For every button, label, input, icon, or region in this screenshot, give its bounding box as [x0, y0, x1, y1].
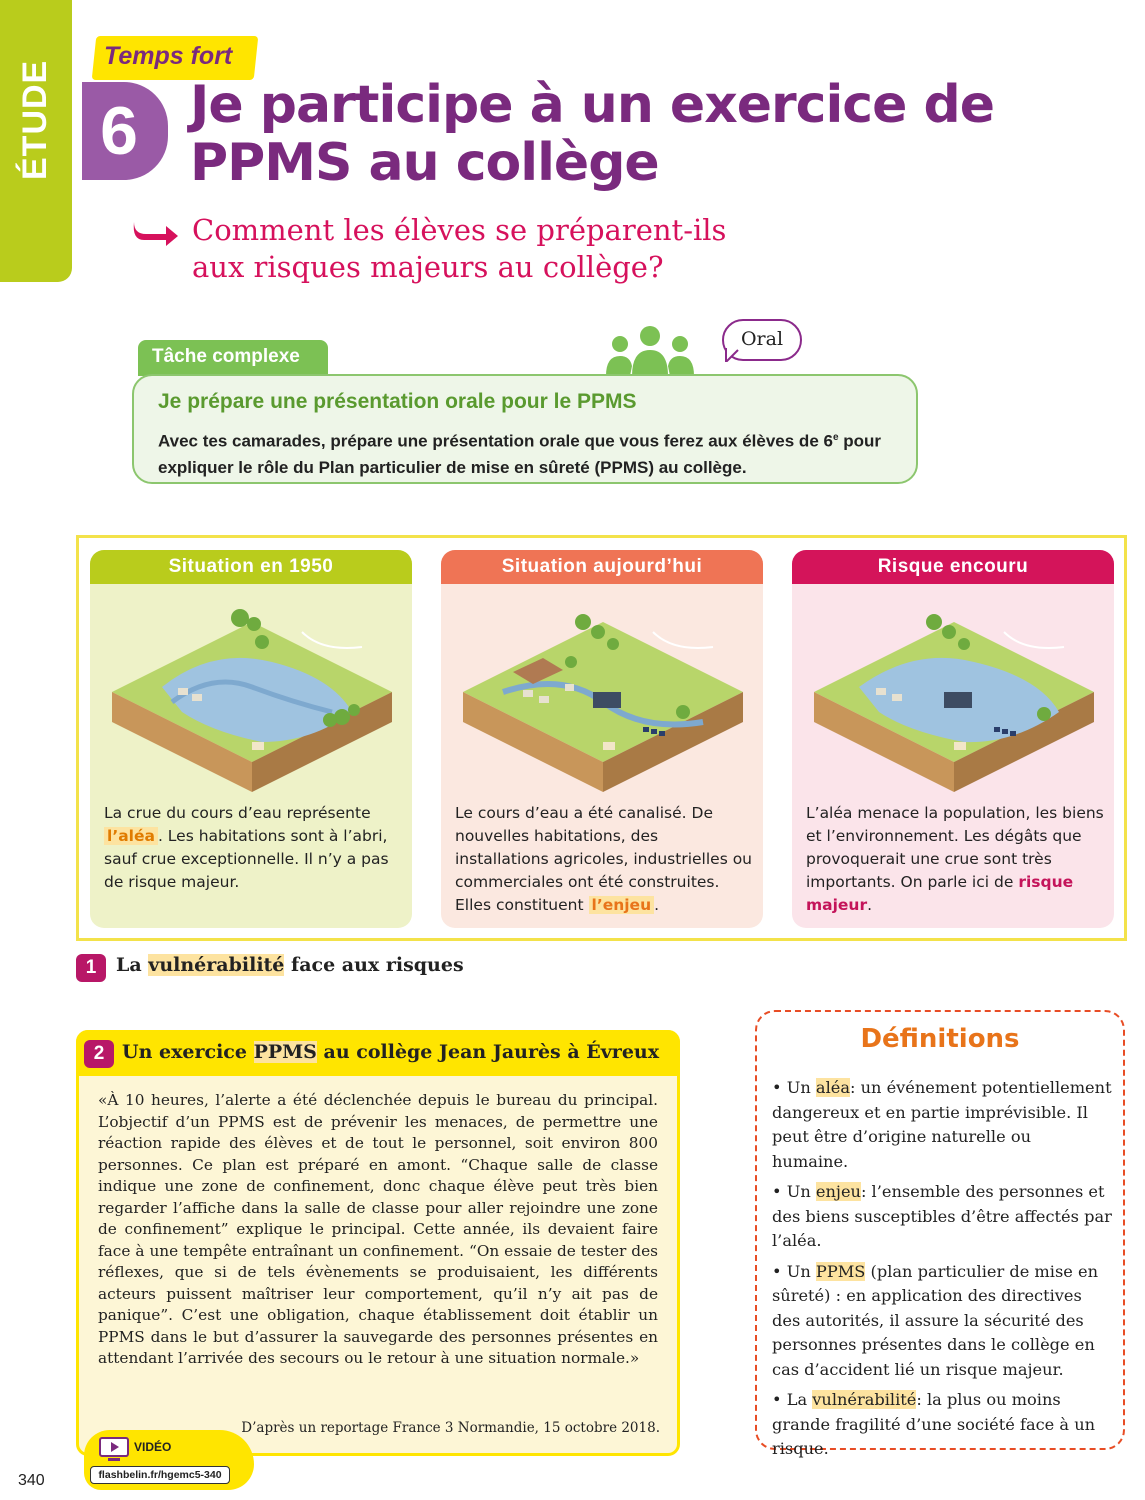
doc2-source: D’après un reportage France 3 Normandie, 15 octobre 2018. — [241, 1420, 660, 1436]
problematic-question: Comment les élèves se préparent-ils aux risques majeurs au collège? — [192, 213, 727, 284]
task-tab: Tâche complexe — [138, 340, 328, 376]
panel-heading: Situation en 1950 — [90, 550, 412, 584]
definitions-title: Définitions — [860, 1024, 1020, 1054]
temps-fort-label: Temps fort — [104, 42, 233, 70]
page-number: 340 — [18, 1472, 45, 1489]
definition-item: • Un enjeu: l’ensemble des personnes et des biens susceptibles d’être affectés par l’aléa. — [772, 1182, 1112, 1250]
oral-badge: Oral — [722, 319, 802, 361]
doc1-number-badge: 1 — [76, 954, 106, 982]
group-people-icon — [600, 322, 700, 376]
panel-text: La crue du cours d’eau représente l’aléa . Les habitations sont à l’abri, sauf crue exceptionnelle. Il n’y a pas de risque majeur. — [104, 804, 389, 891]
doc1-title: La vulnérabilité face aux risques — [116, 954, 464, 976]
task-instructions: Avec tes camarades, prépare une présentation orale que vous ferez aux élèves de 6e pour expliquer le rôle du Plan particulier de mise en sûreté (PPMS) au collège. — [158, 431, 882, 477]
panel-text: L’aléa menace la population, les biens et l’environnement. Les dégâts que provoquerait une crue sont très importants. On parle ici de risque majeur. — [806, 804, 1104, 914]
landscape-1950-illustration — [102, 592, 400, 802]
page-title: Je participe à un exercice de PPMS au collège — [190, 75, 994, 193]
definition-item: • Un aléa: un événement potentiellement dangereux et en partie imprévisible. Il peut être d’origine naturelle ou humaine. — [772, 1078, 1112, 1171]
doc2-quote: «À 10 heures, l’alerte a été déclenchée depuis le bureau du principal. L’objectif d’un PPMS est de prévenir les menaces, de permettre une réaction rapide des élèves et de tout le personnel, soit environ 800 personnes. Ce plan est préparé en amont. “Chaque salle de classe indique une zone de confinement, donc chaque élève peut très bien regarder l’affiche dans la salle de classe pour aller rejoindre une zone de confinement” explique le principal. Cette année, ils devaient faire face à une tempête entraînant un confinement. “On essaie de tester des réflexes, que si de tels évènements se produisaient, les différents acteurs puissent maîtriser leur comportement, qu’il n’y ait pas de panique”. C’est une obligation, chaque établissement doit établir un PPMS dans le but d’assurer la sauvegarde des personnes présentes en attendant l’arrivée des secours ou le retour à une situation normale.» — [98, 1091, 658, 1367]
task-title: Je prépare une présentation orale pour le PPMS — [158, 390, 637, 413]
term-enjeu: l’enjeu — [589, 896, 655, 914]
doc2-title: Un exercice PPMS au collège Jean Jaurès à Évreux — [122, 1041, 660, 1063]
speech-tail-icon — [724, 348, 740, 362]
panel-heading: Situation aujourd’hui — [441, 550, 763, 584]
video-label: VIDÉO — [134, 1440, 172, 1454]
arrow-right-icon — [132, 218, 180, 246]
panel-heading: Risque encouru — [792, 550, 1114, 584]
definition-item: • Un PPMS (plan particulier de mise en sûreté) : en application des directives des autorités, il assure la sécurité des personnes présentes dans le collège en cas d’accident lié un risque majeur. — [772, 1261, 1098, 1379]
panel-text: Le cours d’eau a été canalisé. De nouvelles habitations, des installations agricoles, industrielles ou commerciales ont été construites. Elles constituent l’enjeu . — [455, 804, 752, 914]
video-link[interactable]: flashbelin.fr/hgemc5-340 — [90, 1466, 230, 1484]
landscape-today-illustration — [453, 592, 751, 802]
panel-aujourdhui — [441, 550, 763, 928]
term-risque-majeur: risque majeur — [806, 873, 1074, 914]
definition-item: • La vulnérabilité: la plus ou moins grande fragilité d’une société face à un risque. — [772, 1390, 1096, 1458]
term-alea: l’aléa — [104, 827, 158, 845]
etude-tab: ÉTUDE — [0, 0, 72, 282]
definitions-list — [772, 1076, 1112, 1468]
doc2-number-badge: 2 — [84, 1040, 114, 1068]
chapter-number-badge: 6 — [82, 82, 168, 180]
video-play-icon — [98, 1436, 130, 1462]
panel-risque — [792, 550, 1114, 928]
panel-1950 — [90, 550, 412, 928]
landscape-risk-illustration — [804, 592, 1102, 802]
